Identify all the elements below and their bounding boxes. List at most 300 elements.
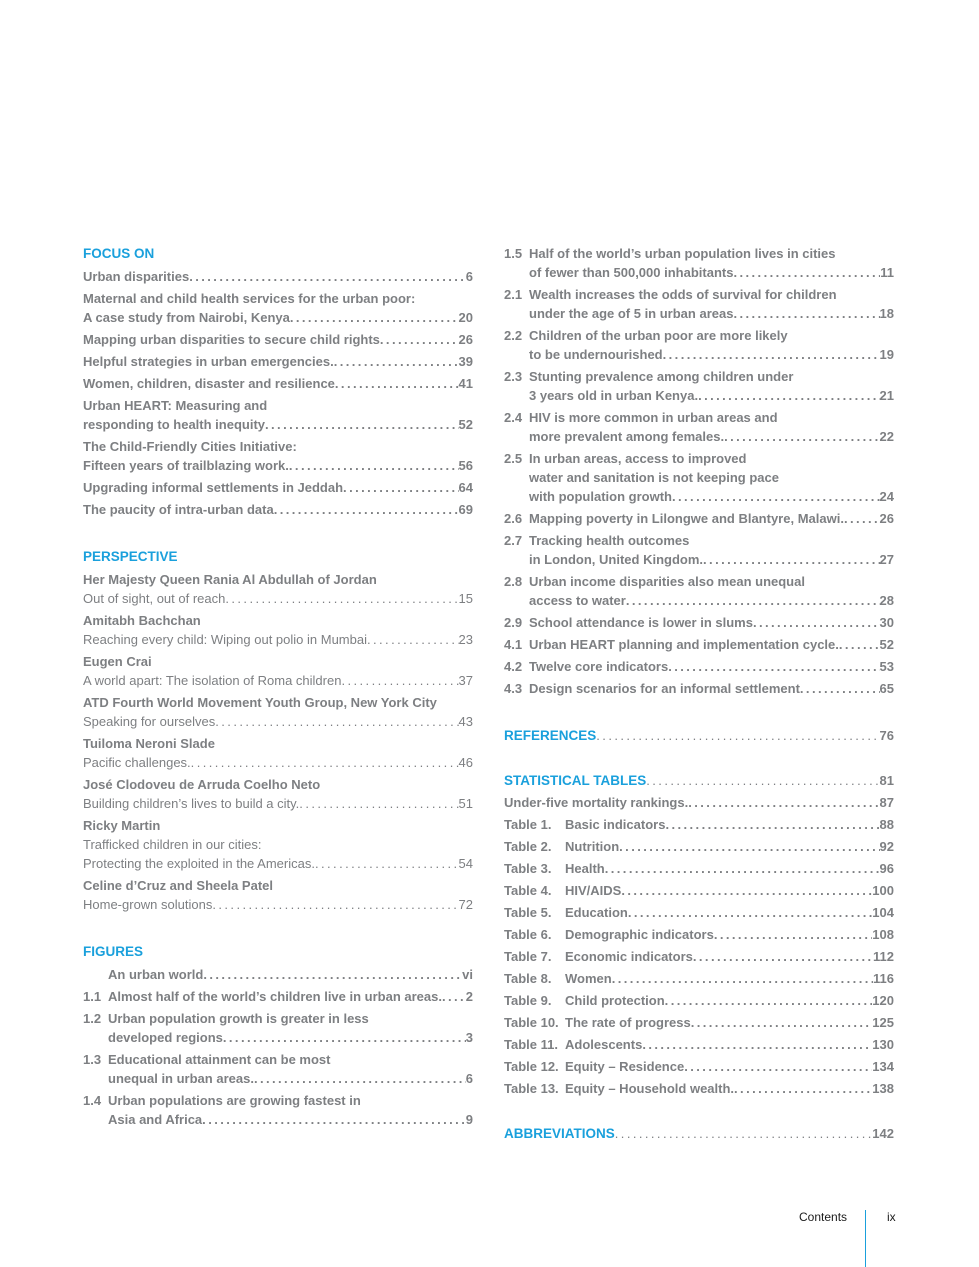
figure-entry[interactable] [504, 635, 894, 654]
leader-dots [380, 330, 459, 349]
footer-divider [865, 1210, 866, 1267]
perspective-author: ATD Fourth World Movement Youth Group, New York City [83, 695, 437, 710]
rankings-page: 87 [879, 795, 894, 810]
leader-dots [274, 500, 459, 519]
figure-number: 2.3 [504, 369, 523, 384]
entry-page: 108 [872, 927, 894, 942]
entry-page: 27 [879, 552, 894, 567]
rankings-label: Under-five mortality rankings. [504, 795, 689, 810]
toc-line [529, 263, 894, 282]
table-entry[interactable] [504, 881, 894, 900]
figure-body [108, 1050, 473, 1088]
leader-dots [315, 854, 459, 873]
entry-page: 43 [458, 714, 473, 729]
figure-number: 1.4 [83, 1093, 102, 1108]
entry-page: 46 [458, 755, 473, 770]
entry-title: Asia and Africa [108, 1112, 203, 1127]
focus-on-entry[interactable] [83, 352, 473, 371]
perspective-entry[interactable] [83, 816, 473, 873]
entry-title: Protecting the exploited in the Americas. [83, 856, 315, 871]
entry-title: Urban HEART planning and implementation cycle. [529, 637, 839, 652]
entry-title: Demographic indicators [565, 927, 714, 942]
perspective-author: Eugen Crai [83, 654, 152, 669]
rankings-entry[interactable] [504, 793, 894, 812]
table-entry[interactable] [504, 903, 894, 922]
leader-dots [343, 478, 458, 497]
toc-line [83, 854, 473, 873]
table-number: Table 4. [504, 883, 552, 898]
entry-title: more prevalent among females. [529, 429, 725, 444]
table-number: Table 11. [504, 1037, 558, 1052]
perspective-entry[interactable] [83, 652, 473, 690]
entry-title: Urban disparities [83, 269, 190, 284]
entry-title: Out of sight, out of reach [83, 591, 226, 606]
figure-number: 2.8 [504, 574, 523, 589]
figure-number: 2.4 [504, 410, 523, 425]
toc-line [83, 374, 473, 393]
entry-title: Mapping poverty in Lilongwe and Blantyre, Malawi. [529, 511, 844, 526]
leader-dots [202, 1110, 466, 1129]
leader-dots [665, 991, 873, 1010]
toc-line [108, 1110, 473, 1129]
entry-title: with population growth [529, 489, 672, 504]
entry-text-line: water and sanitation is not keeping pace [529, 470, 779, 485]
toc-line [83, 267, 473, 286]
entry-page: 130 [872, 1037, 894, 1052]
entry-page: 134 [872, 1059, 894, 1074]
entry-title: Almost half of the world’s children live in urban areas. [108, 989, 442, 1004]
perspective-entry[interactable] [83, 775, 473, 813]
focus-on-entry[interactable] [83, 267, 473, 286]
table-entry[interactable] [504, 1013, 894, 1032]
table-entry[interactable] [504, 991, 894, 1010]
tables-list [504, 815, 894, 1098]
entry-page: 2 [465, 989, 473, 1004]
entry-title: Child protection [565, 993, 665, 1008]
entry-text-line: HIV is more common in urban areas and [529, 410, 778, 425]
entry-title: Education [565, 905, 628, 920]
figure-body [529, 509, 894, 528]
references-page: 76 [879, 728, 894, 743]
table-body [565, 1079, 894, 1098]
perspective-list [83, 570, 473, 914]
entry-page: 51 [458, 796, 473, 811]
statistical-tables-page: 81 [879, 773, 894, 788]
entry-title: Speaking for ourselves [83, 714, 216, 729]
leader-dots [839, 635, 880, 654]
entry-page: 24 [879, 489, 894, 504]
entry-title: responding to health inequity [83, 417, 265, 432]
table-body [565, 1057, 894, 1076]
entry-title: Home-grown solutions [83, 897, 213, 912]
abbreviations-entry[interactable] [504, 1124, 894, 1143]
leader-dots [734, 1079, 872, 1098]
focus-on-list [83, 267, 473, 519]
entry-page: 9 [465, 1112, 473, 1127]
table-number: Table 13. [504, 1081, 559, 1096]
entry-page: 26 [879, 511, 894, 526]
figure-entry[interactable] [504, 531, 894, 569]
figure-body [108, 1091, 473, 1129]
leader-dots [254, 1069, 466, 1088]
focus-on-entry[interactable] [83, 478, 473, 497]
toc-line [83, 794, 473, 813]
figure-entry[interactable] [504, 285, 894, 323]
toc-line [565, 815, 894, 834]
figure-body [108, 987, 473, 1006]
toc-line [529, 635, 894, 654]
statistical-tables-entry[interactable] [504, 771, 894, 790]
figure-body [529, 572, 894, 610]
entry-page: 64 [458, 480, 473, 495]
toc-line [529, 345, 894, 364]
entry-title: The paucity of intra-urban data [83, 502, 274, 517]
leader-dots [693, 947, 873, 966]
perspective-heading: PERSPECTIVE [83, 549, 178, 564]
entry-title: Nutrition [565, 839, 620, 854]
focus-on-entry[interactable] [83, 330, 473, 349]
entry-page: 6 [465, 269, 473, 284]
perspective-author: Celine d’Cruz and Sheela Patel [83, 878, 273, 893]
toc-left-column [83, 244, 473, 1132]
entry-text-line: Maternal and child health services for the urban poor: [83, 291, 416, 306]
leader-dots [733, 263, 880, 282]
figure-body [529, 531, 894, 569]
entry-text-line: Tracking health outcomes [529, 533, 690, 548]
table-number: Table 8. [504, 971, 552, 986]
toc-line [565, 991, 894, 1010]
entry-page: 116 [873, 971, 894, 986]
entry-page: 11 [880, 265, 894, 280]
statistical-tables-label: STATISTICAL TABLES [504, 773, 647, 788]
entry-title: developed regions [108, 1030, 223, 1045]
figure-entry[interactable] [504, 326, 894, 364]
entry-page: 104 [872, 905, 894, 920]
leader-dots [367, 630, 459, 649]
leader-dots [612, 969, 873, 988]
leader-dots [672, 487, 880, 506]
figure-number: 4.3 [504, 681, 523, 696]
figures-heading: FIGURES [83, 944, 144, 959]
entry-title: Fifteen years of trailblazing work. [83, 458, 289, 473]
figure-body [529, 367, 894, 405]
toc-line [565, 1079, 894, 1098]
table-number: Table 2. [504, 839, 552, 854]
page-footer [0, 1204, 979, 1267]
entry-page: 53 [879, 659, 894, 674]
figure-entry[interactable] [504, 408, 894, 446]
table-number: Table 9. [504, 993, 552, 1008]
leader-dots [615, 1124, 873, 1143]
toc-line [529, 657, 894, 676]
table-body [565, 815, 894, 834]
toc-line [83, 500, 473, 519]
toc-line [83, 753, 473, 772]
toc-line [529, 509, 894, 528]
figures-list-left [83, 965, 473, 1129]
entry-text-line: Educational attainment can be most [108, 1052, 331, 1067]
leader-dots [668, 657, 879, 676]
entry-page: vi [462, 967, 473, 982]
toc-line [565, 859, 894, 878]
leader-dots [684, 1057, 872, 1076]
entry-title: Economic indicators [565, 949, 693, 964]
table-body [565, 881, 894, 900]
figure-body [529, 326, 894, 364]
leader-dots [646, 771, 879, 790]
leader-dots [698, 386, 879, 405]
table-entry[interactable] [504, 925, 894, 944]
entry-text-line: Stunting prevalence among children under [529, 369, 794, 384]
figure-body [529, 449, 894, 506]
table-body [565, 925, 894, 944]
figure-number: 1.3 [83, 1052, 102, 1067]
entry-page: 28 [879, 593, 894, 608]
entry-title: Women [565, 971, 612, 986]
entry-page: 56 [458, 458, 473, 473]
toc-line [565, 1013, 894, 1032]
table-body [565, 1035, 894, 1054]
entry-text-line: Urban HEART: Measuring and [83, 398, 268, 413]
entry-page: 100 [872, 883, 894, 898]
table-body [565, 969, 894, 988]
leader-dots [334, 352, 459, 371]
leader-dots [703, 550, 880, 569]
figure-entry[interactable] [504, 367, 894, 405]
entry-page: 37 [458, 673, 473, 688]
toc-line [565, 925, 894, 944]
leader-dots [203, 965, 462, 984]
toc-line [529, 591, 894, 610]
perspective-author: José Clodoveu de Arruda Coelho Neto [83, 777, 321, 792]
toc-line [565, 969, 894, 988]
entry-page: 30 [879, 615, 894, 630]
leader-dots [619, 837, 879, 856]
leader-dots [714, 925, 872, 944]
entry-title: Adolescents [565, 1037, 643, 1052]
figure-body [108, 1009, 473, 1047]
entry-title: to be undernourished [529, 347, 663, 362]
figure-number: 4.1 [504, 637, 523, 652]
figure-number: 2.1 [504, 287, 523, 302]
focus-on-entry[interactable] [83, 396, 473, 434]
table-body [565, 947, 894, 966]
toc-line [108, 987, 473, 1006]
entry-title: Helpful strategies in urban emergencies. [83, 354, 334, 369]
perspective-author: Ricky Martin [83, 818, 161, 833]
perspective-entry[interactable] [83, 570, 473, 608]
perspective-author: Tuiloma Neroni Slade [83, 736, 215, 751]
leader-dots [341, 671, 458, 690]
figure-entry[interactable] [504, 572, 894, 610]
toc-line [83, 330, 473, 349]
entry-text-line: Wealth increases the odds of survival for children [529, 287, 837, 302]
toc-line [83, 308, 473, 327]
perspective-author: Her Majesty Queen Rania Al Abdullah of Jordan [83, 572, 377, 587]
entry-title: School attendance is lower in slums [529, 615, 753, 630]
focus-on-entry[interactable] [83, 374, 473, 393]
table-entry[interactable] [504, 815, 894, 834]
entry-text-line: In urban areas, access to improved [529, 451, 747, 466]
toc-line [529, 613, 894, 632]
entry-page: 41 [458, 376, 473, 391]
entry-text-line: Urban populations are growing fastest in [108, 1093, 361, 1108]
toc-line [529, 550, 894, 569]
entry-title: Reaching every child: Wiping out polio in Mumbai [83, 632, 367, 647]
figure-body [529, 635, 894, 654]
entry-title: in London, United Kingdom. [529, 552, 704, 567]
entry-title: HIV/AIDS [565, 883, 622, 898]
leader-dots [225, 589, 458, 608]
entry-page: 3 [465, 1030, 473, 1045]
entry-text-line: Urban income disparities also mean unequal [529, 574, 805, 589]
table-entry[interactable] [504, 859, 894, 878]
leader-dots [605, 859, 880, 878]
toc-line [83, 478, 473, 497]
entry-title: The rate of progress [565, 1015, 691, 1030]
entry-page: 19 [879, 347, 894, 362]
figure-number: 1.1 [83, 989, 102, 1004]
entry-text-line: Trafficked children in our cities: [83, 837, 262, 852]
leader-dots [299, 794, 458, 813]
focus-on-entry[interactable] [83, 289, 473, 327]
figure-entry[interactable] [83, 1091, 473, 1129]
figure-entry[interactable] [83, 965, 473, 984]
entry-title: under the age of 5 in urban areas [529, 306, 734, 321]
figure-number: 1.2 [83, 1011, 102, 1026]
figure-entry[interactable] [504, 509, 894, 528]
entry-page: 92 [879, 839, 894, 854]
table-number: Table 1. [504, 817, 552, 832]
leader-dots [733, 304, 879, 323]
perspective-entry[interactable] [83, 876, 473, 914]
entry-title: Upgrading informal settlements in Jeddah [83, 480, 344, 495]
leader-dots [800, 679, 880, 698]
perspective-entry[interactable] [83, 693, 473, 731]
figure-number: 2.6 [504, 511, 523, 526]
figure-number [83, 965, 108, 984]
toc-line [565, 837, 894, 856]
references-entry[interactable] [504, 726, 894, 745]
toc-line [529, 679, 894, 698]
leader-dots [596, 726, 879, 745]
table-entry[interactable] [504, 837, 894, 856]
leader-dots [335, 374, 459, 393]
leader-dots [724, 427, 879, 446]
perspective-entry[interactable] [83, 611, 473, 649]
toc-line [529, 304, 894, 323]
toc-line [108, 1069, 473, 1088]
abbreviations-label: ABBREVIATIONS [504, 1126, 615, 1141]
leader-dots [688, 793, 879, 812]
entry-title: Pacific challenges. [83, 755, 191, 770]
figure-body [108, 965, 473, 984]
figure-entry[interactable] [504, 679, 894, 698]
entry-page: 20 [458, 310, 473, 325]
leader-dots [265, 415, 459, 434]
figure-body [529, 244, 894, 282]
figure-entry[interactable] [504, 657, 894, 676]
entry-page: 39 [458, 354, 473, 369]
table-entry[interactable] [504, 1057, 894, 1076]
leader-dots [191, 753, 459, 772]
entry-page: 54 [458, 856, 473, 871]
table-number: Table 12. [504, 1059, 559, 1074]
focus-on-entry[interactable] [83, 437, 473, 475]
figure-number: 2.5 [504, 451, 523, 466]
leader-dots [691, 1013, 873, 1032]
figure-entry[interactable] [504, 449, 894, 506]
figure-entry[interactable] [83, 1009, 473, 1047]
footer-page-number: ix [887, 1210, 896, 1224]
toc-line [529, 427, 894, 446]
leader-dots [753, 613, 880, 632]
entry-text-line: Urban population growth is greater in less [108, 1011, 369, 1026]
figure-number: 1.5 [504, 246, 523, 261]
figure-number: 2.9 [504, 615, 523, 630]
entry-page: 21 [879, 388, 894, 403]
entry-text-line: Children of the urban poor are more likely [529, 328, 788, 343]
entry-page: 26 [458, 332, 473, 347]
entry-page: 88 [879, 817, 894, 832]
table-entry[interactable] [504, 1079, 894, 1098]
table-body [565, 859, 894, 878]
entry-title: A world apart: The isolation of Roma children [83, 673, 342, 688]
toc-line [83, 895, 473, 914]
toc-line [83, 712, 473, 731]
leader-dots [628, 903, 872, 922]
table-body [565, 837, 894, 856]
leader-dots [626, 591, 880, 610]
entry-title: 3 years old in urban Kenya. [529, 388, 699, 403]
entry-title: Mapping urban disparities to secure child rights [83, 332, 380, 347]
figure-body [529, 285, 894, 323]
leader-dots [215, 712, 458, 731]
table-body [565, 1013, 894, 1032]
entry-page: 120 [872, 993, 894, 1008]
table-number: Table 7. [504, 949, 552, 964]
entry-title: An urban world [108, 967, 204, 982]
entry-page: 96 [879, 861, 894, 876]
table-body [565, 903, 894, 922]
leader-dots [212, 895, 458, 914]
toc-line [565, 903, 894, 922]
figure-number: 2.2 [504, 328, 523, 343]
entry-page: 72 [458, 897, 473, 912]
entry-title: unequal in urban areas. [108, 1071, 254, 1086]
table-entry[interactable] [504, 1035, 894, 1054]
toc-line [565, 1057, 894, 1076]
figure-entry[interactable] [504, 244, 894, 282]
figure-entry[interactable] [83, 987, 473, 1006]
entry-title: Health [565, 861, 605, 876]
entry-text-line: The Child-Friendly Cities Initiative: [83, 439, 297, 454]
leader-dots [442, 987, 466, 1006]
entry-page: 69 [458, 502, 473, 517]
perspective-entry[interactable] [83, 734, 473, 772]
figure-entry[interactable] [504, 613, 894, 632]
entry-title: of fewer than 500,000 inhabitants [529, 265, 734, 280]
figure-entry[interactable] [83, 1050, 473, 1088]
entry-title: Equity – Household wealth. [565, 1081, 735, 1096]
entry-title: Building children’s lives to build a city. [83, 796, 300, 811]
focus-on-entry[interactable] [83, 500, 473, 519]
leader-dots [289, 456, 459, 475]
table-number: Table 5. [504, 905, 552, 920]
footer-section-label: Contents [799, 1210, 848, 1224]
table-entry[interactable] [504, 969, 894, 988]
table-entry[interactable] [504, 947, 894, 966]
